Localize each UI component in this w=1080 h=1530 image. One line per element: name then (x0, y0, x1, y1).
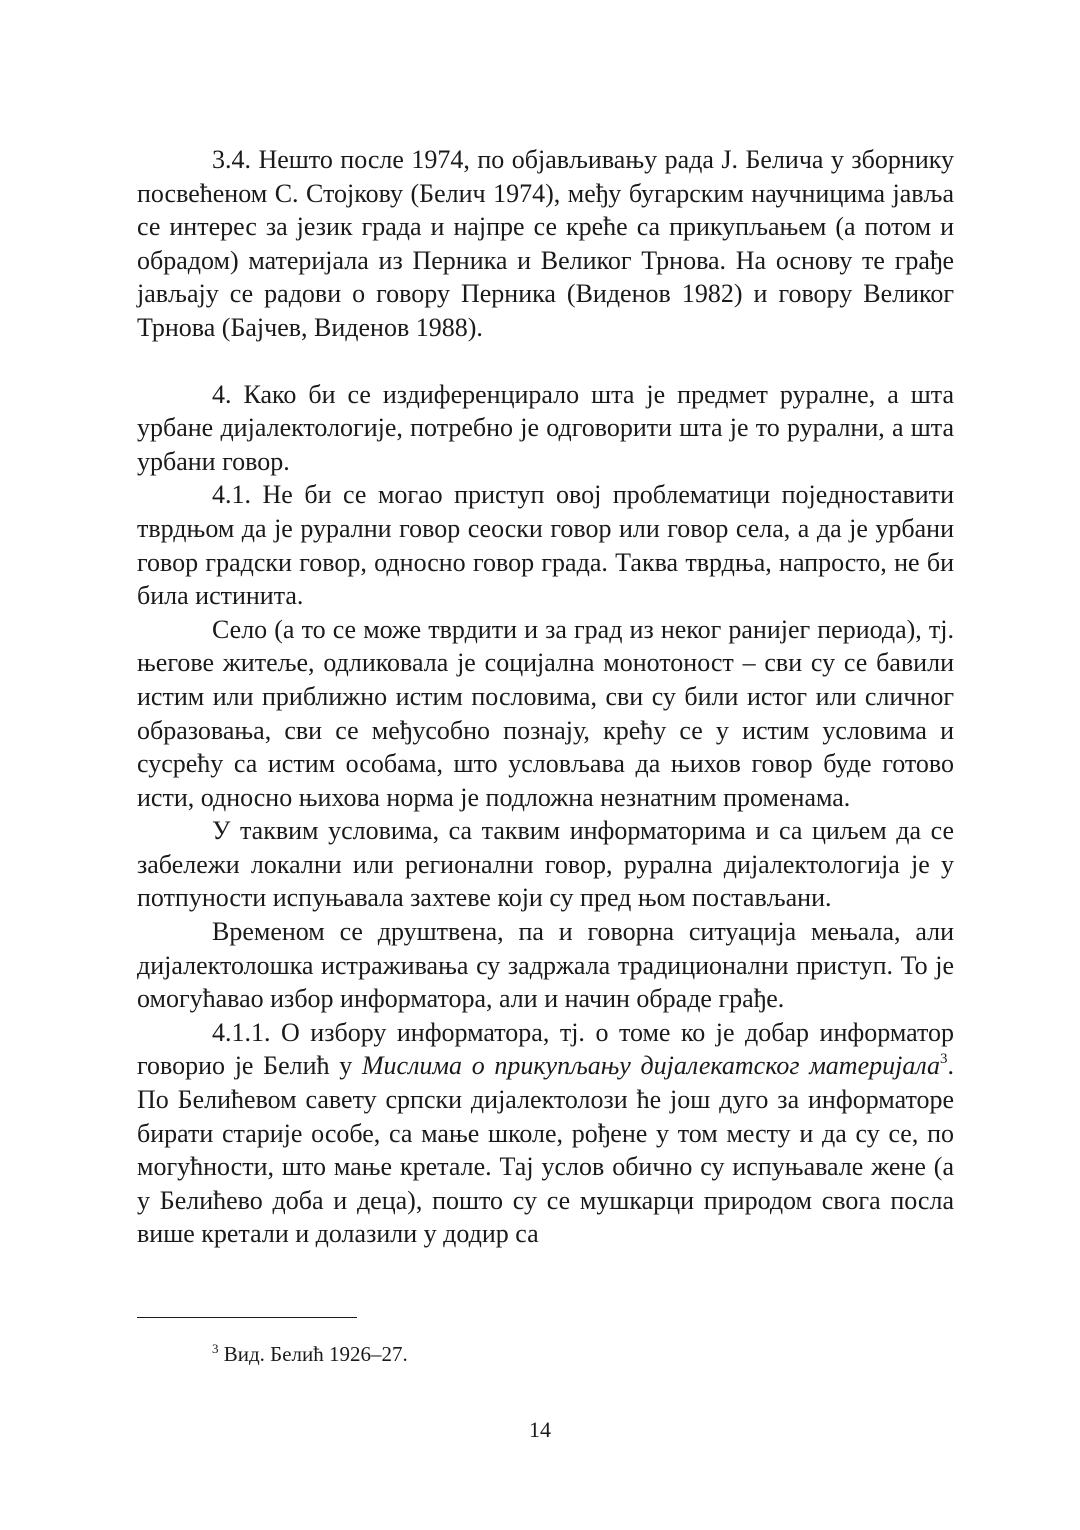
paragraph-4-1: 4.1. Не би се могао приступ овој проблематици поједноставити тврдњом да је рурални говор сеоски говор или говор села, а да је урбани говор градски говор, односно говор града. Таква тврдња, напросто, не би била истинита. (137, 480, 954, 611)
paragraph-over-time: Временом се друштвена, па и говорна ситуација мењала, али дијалектолошка истраживања су задржала традиционални приступ. То је омогућавао избор информатора, али и начин обраде грађе. (137, 917, 954, 1014)
footnote-reference[interactable]: 3 (940, 1050, 948, 1067)
footnote-text: Вид. Белић 1926–27. (218, 1342, 408, 1366)
paragraph-4: 4. Како би се издиференцирало шта је предмет руралне, а шта урбане дијалектологије, потребно је одговорити шта је то рурални, а шта урбани говор. (137, 379, 954, 476)
body-text (137, 143, 954, 1251)
footnote-marker: 3 (212, 1341, 219, 1356)
cited-work-title: Мислима о прикупљању дијалекатског материјала (361, 1051, 940, 1081)
paragraph-conditions: У таквим условима, са таквим информаторима и са циљем да се забележи локални или регионални говор, рурална дијалектологија је у потпуности испуњавала захтеве који су пред њом постављани. (137, 816, 954, 913)
section-gap (137, 345, 954, 378)
paragraph-village: Село (а то се може тврдити и за град из неког ранијег периода), тј. његове житеље, одликовала је социјална монотоност – сви су се бавили истим или приближно истим пословима, сви су били истог или сличног образовања, сви се међусобно познају, крећу се у истим условима и сусрећу са истим особама, што условљава да њихов говор буде готово исти, односно њихова норма је подложна незнатним променама. (137, 614, 954, 812)
footnote (212, 1340, 408, 1368)
paragraph-4-1-1-end: . По Белићевом савету српски дијалектолози ће још дуго за информаторе бирати старије особе, са мање школе, рођене у том месту и да су се, по могућности, што мање кретале. Тај услов обично су испуњавале жене (а у Белићево доба и деца), пошто су се мушкарци природом свога посла више кретали и долазили у додир са (137, 1051, 954, 1249)
paragraph-4-1-1-start: 4.1.1. О избору информатора, тј. о томе ко је добар информатор говорио је Белић у (137, 1017, 954, 1081)
paragraph-4-1-1 (137, 1016, 954, 1251)
footnote-divider (137, 1317, 357, 1318)
page-number: 14 (529, 1417, 551, 1442)
paragraph-3-4: 3.4. Нешто после 1974, по објављивању рада Ј. Белича у зборнику посвећеном С. Стојкову (Белич 1974), међу бугарским научницима јавља се интерес за језик града и најпре се креће са прикупљањем (а потом и обрадом) материјала из Перника и Великог Трнова. На основу те грађе јављају се радови о говору Перника (Виденов 1982) и говору Великог Трнова (Бајчев, Виденов 1988). (137, 145, 954, 342)
